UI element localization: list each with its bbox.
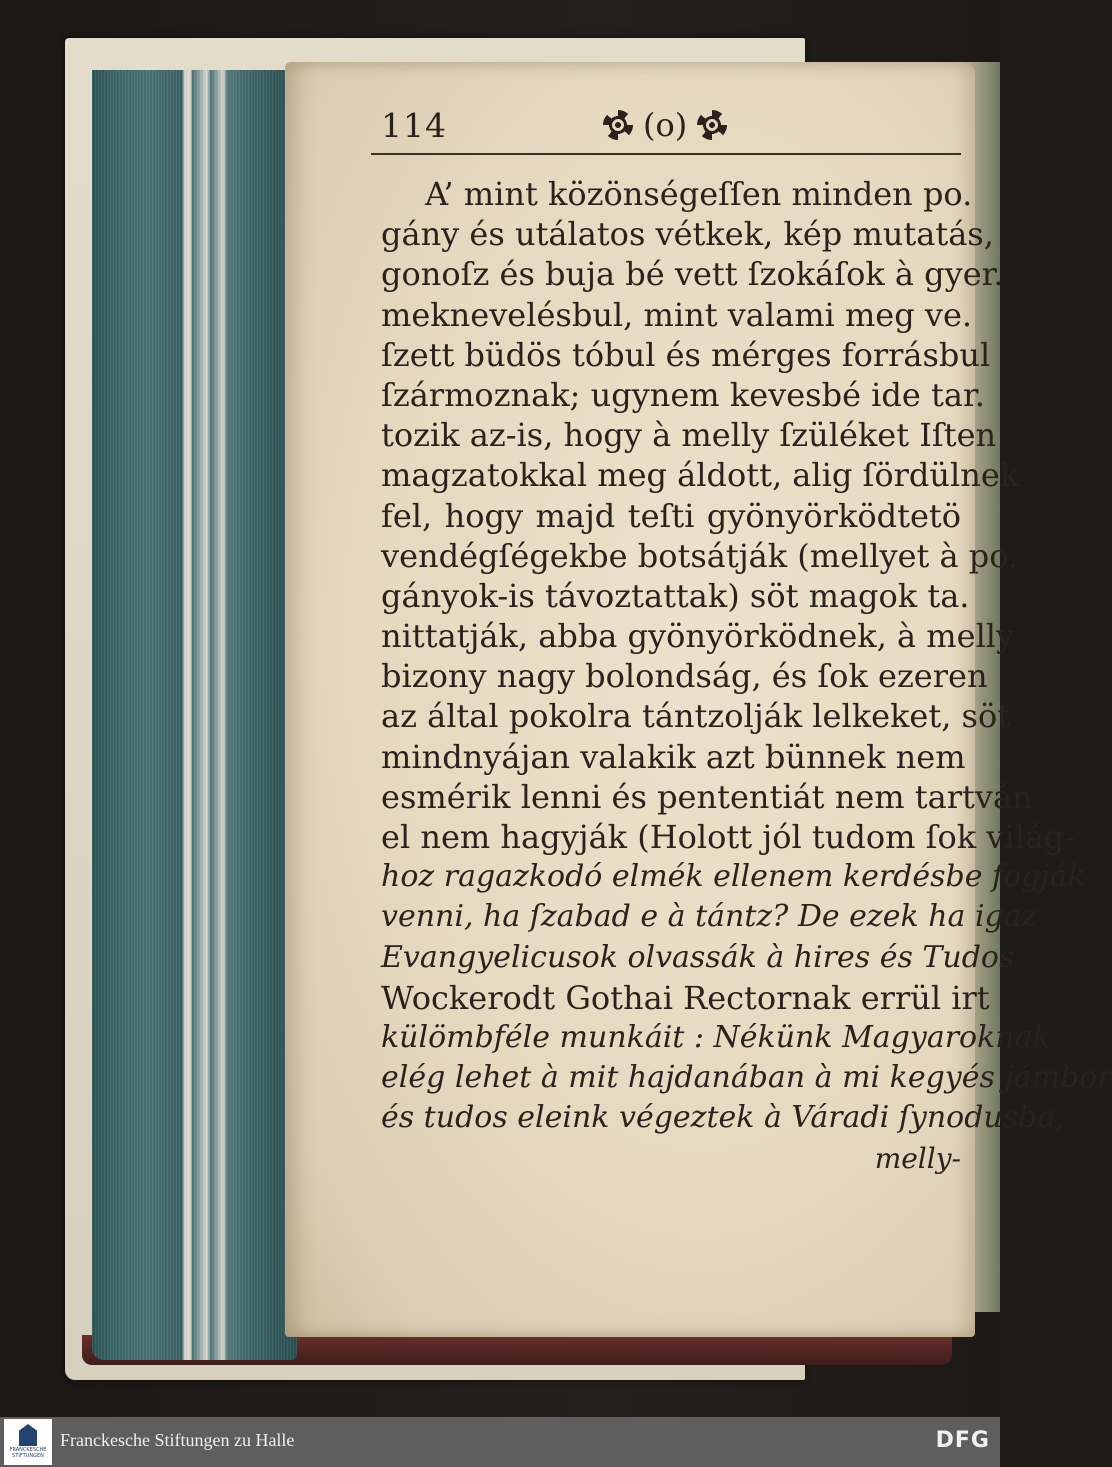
institution-logo[interactable] bbox=[4, 1419, 52, 1465]
ornament-center: (o) bbox=[643, 106, 688, 144]
building-icon bbox=[19, 1424, 37, 1446]
text-line: vendégſégekbe botsátják (mellyet à po. bbox=[381, 536, 1019, 575]
page-header bbox=[381, 100, 961, 164]
text-line: az által pokolra tántzolják lelkeket, söt bbox=[381, 697, 1011, 736]
text-line-italic: venni, ha ſzabad e à tántz? De ezek ha igaz bbox=[381, 899, 1038, 935]
viewer-footer bbox=[0, 1417, 1000, 1467]
page-edges bbox=[92, 70, 297, 1360]
logo-caption: FRANCKESCHE STIFTUNGEN bbox=[9, 1447, 47, 1459]
text-line: meknevelésbul, mint valami meg ve. bbox=[381, 295, 973, 334]
text-line: ſzármoznak; ugynem kevesbé ide tar. bbox=[381, 375, 985, 414]
header-ornament bbox=[603, 106, 727, 144]
rosette-ornament-icon bbox=[697, 110, 727, 140]
text-line: esmérik lenni és pententiát nem tartván bbox=[381, 777, 1033, 816]
book-page bbox=[285, 62, 1112, 1337]
text-line: magzatokkal meg áldott, alig ſördülnek bbox=[381, 456, 1020, 495]
text-line: A’ mint közönségeſſen minden po. bbox=[425, 175, 973, 213]
institution-name[interactable]: Franckesche Stiftungen zu Halle bbox=[60, 1430, 295, 1450]
page-number: 114 bbox=[381, 106, 447, 145]
text-line: gány és utálatos vétkek, kép mutatás, bbox=[381, 215, 994, 254]
body-text bbox=[381, 174, 1112, 1179]
header-rule bbox=[371, 153, 961, 155]
text-line-italic: Evangyelicusok olvassák à hires és Tudos bbox=[381, 939, 1015, 975]
page-text-block bbox=[381, 100, 1112, 1179]
text-line: gányok-is távoztattak) söt magok ta. bbox=[381, 576, 970, 615]
text-line-italic: elég lehet à mit hajdanában à mi kegyés jámbor bbox=[381, 1060, 1112, 1096]
text-line: bizony nagy bolondság, és ſok ezeren bbox=[381, 657, 988, 696]
text-line: gonoſz és buja bé vett ſzokáſok à gyer. bbox=[381, 255, 1004, 294]
text-line: mindnyájan valakik azt bünnek nem bbox=[381, 737, 966, 776]
text-line: ſzett büdös tóbul és mérges forrásbul bbox=[381, 335, 991, 374]
text-line-italic: külömbféle munkáit : Nékünk Magyaroknak bbox=[381, 1019, 1051, 1055]
text-line-italic: hoz ragazkodó elmék ellenem kerdésbe fogják bbox=[381, 859, 1086, 895]
text-line: Wockerodt Gothai Rectornak errül irt bbox=[381, 978, 990, 1017]
catchword: melly- bbox=[874, 1141, 961, 1175]
text-line-italic: és tudos eleink végeztek à Váradi ſynodusba, bbox=[381, 1100, 1065, 1136]
text-line: nittatják, abba gyönyörködnek, à melly bbox=[381, 617, 1015, 656]
rosette-ornament-icon bbox=[603, 110, 633, 140]
text-line: fel, hogy majd teſti gyönyörködtetö bbox=[381, 496, 961, 535]
text-line: tozik az-is, hogy à melly ſzüléket Iſten bbox=[381, 416, 997, 455]
dfg-logo[interactable]: DFG bbox=[935, 1428, 990, 1453]
text-line: el nem hagyják (Holott jól tudom ſok világ- bbox=[381, 818, 1076, 856]
